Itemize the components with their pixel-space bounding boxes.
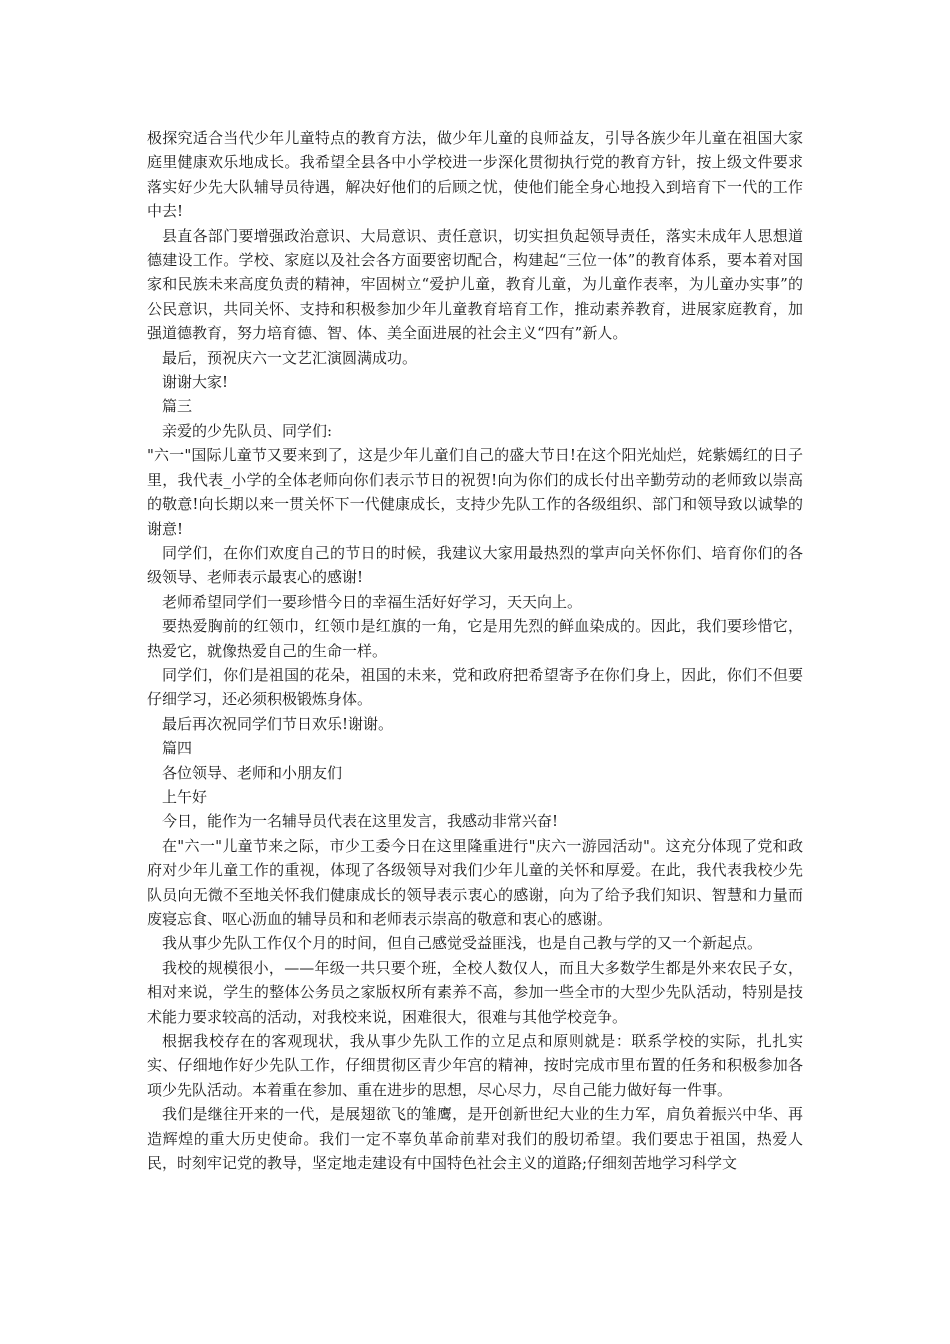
body-paragraph: 今日，能作为一名辅导员代表在这里发言，我感动非常兴奋! bbox=[162, 812, 559, 831]
body-paragraph: 上午好 bbox=[162, 787, 208, 806]
body-paragraph: 县直各部门要增强政治意识、大局意识、责任意识，切实担负起领导责任，落实未成年人思想道德建设工作。学校、家庭以及社会各方面要密切配合，构建起“三位一体”的教育体系，要本着对国家和民族未来高度负责的精神，牢固树立“爱护儿童，教育儿童，为儿童作表率，为儿童办实事”的公民意识，共同关怀、支持和积极参加少年儿童教育培育工作，推动素养教育，进展家庭教育，加强道德教育，努力培育德、智、体、美全面进展的社会主义“四有”新人。 bbox=[147, 226, 803, 343]
body-paragraph: 极探究适合当代少年儿童特点的教育方法，做少年儿童的良师益友，引导各族少年儿童在祖国大家庭里健康欢乐地成长。我希望全县各中小学校进一步深化贯彻执行党的教育方针，按上级文件要求落实好少先大队辅导员待遇，解决好他们的后顾之忧，使他们能全身心地投入到培育下一代的工作中去! bbox=[147, 129, 803, 221]
body-paragraph: 在"六一"儿童节来之际，市少工委今日在这里隆重进行"庆六一游园活动"。这充分体现了党和政府对少年儿童工作的重视，体现了各级领导对我们少年儿童的关怀和厚爱。在此，我代表我校少先队员向无微不至地关怀我们健康成长的领导表示衷心的感谢，向为了给予我们知识、智慧和力量而废寝忘食、呕心沥血的辅导员和和老师表示崇高的敬意和衷心的感谢。 bbox=[147, 836, 803, 928]
section-heading: 篇四 bbox=[162, 739, 193, 758]
document-page bbox=[147, 126, 803, 1175]
body-paragraph: 谢谢大家! bbox=[162, 373, 229, 392]
body-paragraph: 同学们，在你们欢度自己的节日的时候，我建议大家用最热烈的掌声向关怀你们、培育你们的各级领导、老师表示最衷心的感谢! bbox=[147, 543, 803, 587]
body-paragraph: 根据我校存在的客观现状，我从事少先队工作的立足点和原则就是：联系学校的实际，扎扎实实、仔细地作好少先队工作，仔细贯彻区青少年宫的精神，按时完成市里布置的任务和积极参加各项少先队活动。本着重在参加、重在进步的思想，尽心尽力，尽自己能力做好每一件事。 bbox=[147, 1032, 803, 1099]
body-paragraph: 我校的规模很小，——年级一共只要个班，全校人数仅人，而且大多数学生都是外来农民子女，相对来说，学生的整体公务员之家版权所有素养不高，参加一些全市的大型少先队活动，特别是技术能力要求较高的活动，对我校来说，困难很大，很难与其他学校竞争。 bbox=[147, 958, 803, 1026]
section-heading: 篇三 bbox=[162, 397, 193, 416]
body-paragraph: 亲爱的少先队员、同学们: bbox=[162, 421, 333, 440]
body-paragraph: 要热爱胸前的红领巾，红领巾是红旗的一角，它是用先烈的鲜血染成的。因此，我们要珍惜它，热爱它，就像热爱自己的生命一样。 bbox=[147, 617, 803, 660]
body-paragraph: 最后，预祝庆六一文艺汇演圆满成功。 bbox=[162, 348, 418, 367]
body-paragraph: "六一"国际儿童节又要来到了，这是少年儿童们自己的盛大节日!在这个阳光灿烂，姹紫嫣红的日子里，我代表_小学的全体老师向你们表示节日的祝贺!向为你们的成长付出辛勤劳动的老师致以崇高的敬意!向长期以来一贯关怀下一代健康成长，支持少先队工作的各级组织、部门和领导致以诚挚的谢意! bbox=[147, 446, 803, 538]
body-paragraph: 我从事少先队工作仅个月的时间，但自己感觉受益匪浅，也是自己教与学的又一个新起点。 bbox=[162, 934, 763, 953]
body-paragraph: 各位领导、老师和小朋友们 bbox=[162, 763, 343, 782]
body-paragraph: 最后再次祝同学们节日欢乐!谢谢。 bbox=[162, 714, 394, 733]
body-paragraph: 老师希望同学们一要珍惜今日的幸福生活好好学习，天天向上。 bbox=[162, 592, 583, 611]
body-paragraph: 同学们，你们是祖国的花朵，祖国的未来，党和政府把希望寄予在你们身上，因此，你们不但要仔细学习，还必须积极锻炼身体。 bbox=[147, 665, 803, 709]
body-paragraph: 我们是继往开来的一代，是展翅欲飞的雏鹰，是开创新世纪大业的生力军，肩负着振兴中华、再造辉煌的重大历史使命。我们一定不辜负革命前辈对我们的殷切希望。我们要忠于祖国，热爱人民，时刻牢记党的教导，坚定地走建设有中国特色社会主义的道路;仔细刻苦地学习科学文 bbox=[147, 1105, 803, 1173]
